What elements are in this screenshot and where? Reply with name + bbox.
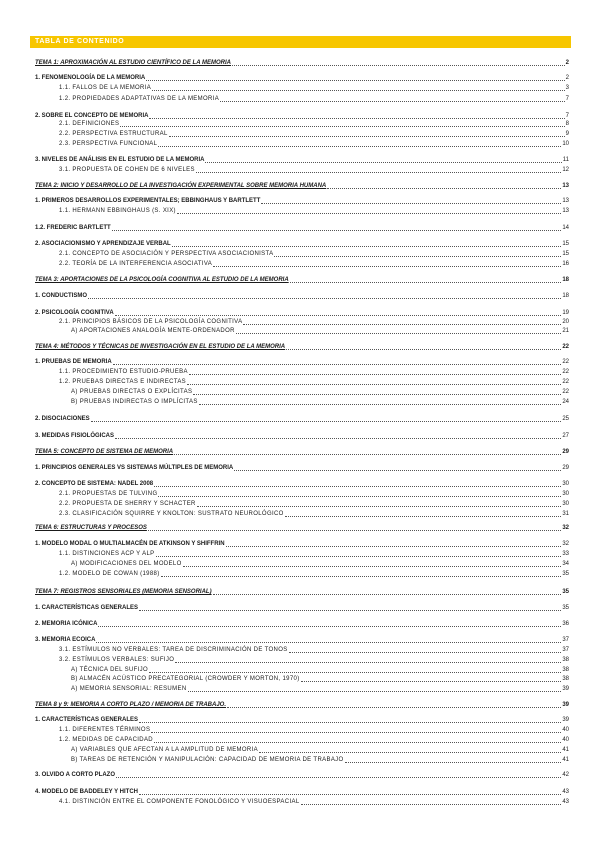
toc-entry[interactable]: [35, 462, 569, 472]
toc-entry[interactable]: [35, 769, 569, 779]
toc-entry-title: B) ALMACÉN ACÚSTICO PRECATEGORIAL (CROWDER Y MORTON, 1970): [71, 676, 300, 682]
toc-entry-page-number: 33: [562, 551, 569, 557]
toc-entry[interactable]: [35, 478, 569, 488]
toc-entry-title: A) APORTACIONES ANALOGÍA MENTE-ORDENADOR: [71, 328, 235, 334]
dot-leader: [227, 706, 561, 708]
toc-entry-title: 1. PRINCIPIOS GENERALES VS SISTEMAS MÚLTIPLES DE MEMORIA: [35, 465, 234, 471]
dot-leader: [213, 265, 561, 267]
toc-entry-title: 3.1. PROPUESTA DE COHEN DE 6 NIVELES: [59, 167, 195, 173]
toc-entry-page-number: 38: [562, 667, 569, 673]
toc-entry-title: A) TÉCNICA DEL SUFIJO: [71, 667, 149, 673]
toc-entry-page-number: 11: [562, 157, 569, 163]
dot-leader: [183, 565, 562, 567]
toc-entry-page-number: 43: [562, 799, 569, 805]
dot-leader: [236, 332, 562, 334]
dot-leader: [327, 187, 561, 189]
toc-entry-title: 1. MODELO MODAL O MULTIALMACÉN DE ATKINSON Y SHIFFRIN: [35, 541, 225, 547]
toc-entry[interactable]: [35, 446, 569, 456]
toc-entry[interactable]: [35, 618, 569, 628]
dot-leader: [232, 64, 565, 66]
toc-entry-page-number: 39: [562, 686, 569, 692]
toc-entry-page-number: 13: [562, 198, 569, 204]
toc-entry[interactable]: [35, 538, 569, 548]
toc-entry-title: B) TAREAS DE RETENCIÓN Y MANIPULACIÓN: CAPACIDAD DE MEMORIA DE TRABAJO: [71, 757, 344, 763]
toc-entry[interactable]: [35, 180, 569, 190]
dot-leader: [301, 803, 562, 805]
toc-entry-title: TEMA 6: ESTRUCTURAS Y PROCESOS: [35, 525, 147, 531]
toc-entry[interactable]: [59, 376, 569, 386]
toc-entry-page-number: 42: [562, 772, 569, 778]
toc-entry-title: 1.1. PROCEDIMIENTO ESTUDIO-PRUEBA: [59, 369, 188, 375]
toc-entry-page-number: 8: [565, 121, 569, 127]
toc-entry-page-number: 38: [562, 676, 569, 682]
toc-entry-title: 2.3. PERSPECTIVA FUNCIONAL: [59, 141, 158, 147]
toc-entry-page-number: 29: [562, 449, 569, 455]
toc-entry[interactable]: [59, 82, 569, 92]
dot-leader: [120, 125, 564, 127]
dot-leader: [158, 145, 561, 147]
toc-entry[interactable]: [59, 508, 569, 518]
dot-leader: [156, 555, 562, 557]
toc-entry[interactable]: [59, 488, 569, 498]
toc-entry-page-number: 30: [562, 491, 569, 497]
dot-leader: [196, 171, 561, 173]
toc-entry[interactable]: [59, 568, 569, 578]
toc-entry-title: TEMA 4: MÉTODOS Y TÉCNICAS DE INVESTIGACIÓN EN EL ESTUDIO DE LA MEMORIA: [35, 344, 286, 350]
toc-entry-page-number: 27: [562, 433, 569, 439]
toc-entry-title: 4. MODELO DE BADDELEY Y HITCH: [35, 789, 139, 795]
toc-entry[interactable]: [59, 258, 569, 268]
dot-leader: [139, 609, 561, 611]
toc-entry-page-number: 41: [562, 747, 569, 753]
toc-entry[interactable]: [35, 786, 569, 796]
toc-entry-title: 2.3. CLASIFICACIÓN SQUIRRE Y KNOLTON: SUSTRATO NEUROLÓGICO: [59, 511, 284, 517]
toc-entry-title: 1.1. HERMANN EBBINGHAUS (S. XIX): [59, 208, 176, 214]
toc-entry[interactable]: [35, 413, 569, 423]
toc-entry-page-number: 18: [562, 277, 569, 283]
toc-entry-title: 2.1. PROPUESTAS DE TULVING: [59, 491, 158, 497]
dot-leader: [234, 469, 561, 471]
dot-leader: [274, 255, 561, 257]
toc-entry-title: 2.2. TEORÍA DE LA INTERFERENCIA ASOCIATIVA: [59, 261, 213, 267]
toc-entry[interactable]: [35, 699, 569, 709]
dot-leader: [115, 437, 561, 439]
toc-entry-page-number: 30: [562, 481, 569, 487]
toc-entry[interactable]: [71, 386, 569, 396]
dot-leader: [259, 751, 561, 753]
toc-entry-page-number: 16: [562, 261, 569, 267]
toc-entry[interactable]: [35, 586, 569, 596]
toc-entry[interactable]: [59, 734, 569, 744]
toc-entry-title: 1.2. MEDIDAS DE CAPACIDAD: [59, 737, 153, 743]
toc-entry[interactable]: [59, 205, 569, 215]
toc-entry[interactable]: [59, 248, 569, 258]
toc-entry[interactable]: [71, 744, 569, 754]
toc-entry[interactable]: [35, 602, 569, 612]
toc-entry[interactable]: [35, 238, 569, 248]
toc-entry-page-number: 32: [562, 525, 569, 531]
dot-leader: [289, 651, 562, 653]
dot-leader: [88, 297, 561, 299]
toc-entry-page-number: 36: [562, 621, 569, 627]
toc-entry-page-number: 20: [562, 319, 569, 325]
dot-leader: [91, 420, 562, 422]
toc-entry[interactable]: [35, 195, 569, 205]
toc-entry-title: 3. MEMORIA ECOICA: [35, 637, 96, 643]
toc-entry-title: 2. DISOCIACIONES: [35, 416, 90, 422]
dot-leader: [139, 721, 561, 723]
toc-entry[interactable]: [59, 724, 569, 734]
toc-entry-title: TEMA 1: APROXIMACIÓN AL ESTUDIO CIENTÍFICO DE LA MEMORIA: [35, 60, 232, 66]
toc-entry-page-number: 37: [562, 647, 569, 653]
toc-entry[interactable]: [71, 673, 569, 683]
toc-entry[interactable]: [71, 396, 569, 406]
toc-entry-title: 1.1. DISTINCIONES ACP Y ALP: [59, 551, 155, 557]
toc-entry[interactable]: [59, 548, 569, 558]
dot-leader: [152, 89, 565, 91]
toc-entry[interactable]: [71, 325, 569, 335]
toc-entry-title: 2.1. DEFINICIONES: [59, 121, 120, 127]
dot-leader: [174, 453, 561, 455]
toc-entry[interactable]: [71, 683, 569, 693]
toc-entry[interactable]: [59, 654, 569, 664]
toc-entry-page-number: 21: [562, 328, 569, 334]
toc-entry-page-number: 10: [562, 141, 569, 147]
toc-entry-page-number: 12: [562, 167, 569, 173]
toc-entry-page-number: 22: [562, 344, 569, 350]
dot-leader: [98, 625, 561, 627]
toc-entry-page-number: 35: [562, 589, 569, 595]
toc-entry-page-number: 3: [565, 85, 569, 91]
toc-title: TABLA DE CONTENIDO: [35, 38, 125, 45]
dot-leader: [187, 383, 561, 385]
toc-entry-page-number: 18: [562, 293, 569, 299]
toc-entry-page-number: 22: [562, 379, 569, 385]
toc-entry[interactable]: [35, 154, 569, 164]
toc-entry-title: 1.1. FALLOS DE LA MEMORIA: [59, 85, 152, 91]
toc-entry-page-number: 7: [565, 96, 569, 102]
toc-entry[interactable]: [59, 128, 569, 138]
toc-entry-title: A) PRUEBAS DIRECTAS O EXPLÍCITAS: [71, 389, 193, 395]
dot-leader: [161, 575, 562, 577]
toc-entry[interactable]: [59, 164, 569, 174]
toc-entry-title: 1. FENOMENOLOGÍA DE LA MEMORIA: [35, 75, 146, 81]
dot-leader: [197, 505, 562, 507]
toc-entry[interactable]: [59, 138, 569, 148]
toc-entry-title: 1.2. FREDERIC BARTLETT: [35, 225, 111, 231]
toc-entry-page-number: 39: [562, 702, 569, 708]
toc-entry[interactable]: [59, 118, 569, 128]
toc-entry[interactable]: [59, 366, 569, 376]
toc-entry-title: 3. NIVELES DE ANÁLISIS EN EL ESTUDIO DE LA MEMORIA: [35, 157, 205, 163]
dot-leader: [96, 641, 561, 643]
dot-leader: [154, 485, 561, 487]
toc-entry-page-number: 22: [562, 369, 569, 375]
toc-entry-title: 4.1. DISTINCIÓN ENTRE EL COMPONENTE FONOLÓGICO Y VISUOESPACIAL: [59, 799, 300, 805]
toc-entry-title: 1.2. MODELO DE COWAN (1988): [59, 571, 160, 577]
toc-entry-title: 2.2. PERSPECTIVA ESTRUCTURAL: [59, 131, 168, 137]
toc-entry-page-number: 14: [562, 225, 569, 231]
toc-entry-page-number: 22: [562, 359, 569, 365]
toc-entry[interactable]: [71, 754, 569, 764]
dot-leader: [199, 403, 562, 405]
toc-entry-title: 3. MEDIDAS FISIOLÓGICAS: [35, 433, 115, 439]
toc-entry-title: 1.1. DIFERENTES TÉRMINOS: [59, 727, 151, 733]
toc-entry-title: 3. OLVIDO A CORTO PLAZO: [35, 772, 116, 778]
toc-entry-page-number: 9: [565, 131, 569, 137]
toc-entry[interactable]: [35, 222, 569, 232]
toc-entry-page-number: 34: [562, 561, 569, 567]
dot-leader: [169, 135, 565, 137]
dot-leader: [177, 212, 561, 214]
toc-entry-page-number: 40: [562, 737, 569, 743]
dot-leader: [158, 495, 561, 497]
toc-entry[interactable]: [35, 274, 569, 284]
toc-entry-page-number: 29: [562, 465, 569, 471]
dot-leader: [261, 202, 561, 204]
toc-entry-title: 1. CONDUCTISMO: [35, 293, 88, 299]
toc-entry-page-number: 32: [562, 541, 569, 547]
toc-entry-title: A) VARIABLES QUE AFECTAN A LA AMPLITUD DE MEMORIA: [71, 747, 258, 753]
dot-leader: [301, 680, 562, 682]
dot-leader: [175, 661, 561, 663]
toc-entry-page-number: 15: [562, 251, 569, 257]
toc-entry-title: 2. PSICOLOGÍA COGNITIVA: [35, 310, 114, 316]
toc-entry[interactable]: [35, 430, 569, 440]
toc-entry-page-number: 31: [562, 511, 569, 517]
toc-entry-title: 2. MEMORIA ICÓNICA: [35, 621, 98, 627]
toc-entry[interactable]: [59, 796, 569, 806]
toc-entry-title: 2.1. PRINCIPIOS BÁSICOS DE LA PSICOLOGÍA COGNITIVA: [59, 319, 243, 325]
dot-leader: [220, 100, 565, 102]
toc-entry-page-number: 41: [562, 757, 569, 763]
toc-entry-page-number: 43: [562, 789, 569, 795]
dot-leader: [116, 776, 561, 778]
dot-leader: [285, 515, 562, 517]
toc-entry-title: 1. CARACTERÍSTICAS GENERALES: [35, 605, 139, 611]
dot-leader: [345, 761, 562, 763]
toc-entry[interactable]: [35, 714, 569, 724]
dot-leader: [148, 529, 561, 531]
toc-entry-page-number: 15: [562, 241, 569, 247]
toc-entry-title: 1.2. PRUEBAS DIRECTAS E INDIRECTAS: [59, 379, 187, 385]
toc-entry[interactable]: [35, 356, 569, 366]
toc-entry-title: TEMA 7: REGISTROS SENSORIALES (MEMORIA SENSORIAL): [35, 589, 212, 595]
toc-entry-page-number: 2: [565, 60, 569, 66]
toc-entry-page-number: 13: [562, 208, 569, 214]
toc-entry-title: 1.2. PROPIEDADES ADAPTATIVAS DE LA MEMORIA: [59, 96, 220, 102]
dot-leader: [226, 545, 562, 547]
toc-entry-title: 1. PRUEBAS DE MEMORIA: [35, 359, 112, 365]
toc-entry-title: 2.2. PROPUESTA DE SHERRY Y SCHACTER: [59, 501, 196, 507]
toc-entry[interactable]: [59, 498, 569, 508]
toc-entry-title: TEMA 8 y 9: MEMORIA A CORTO PLAZO / MEMORIA DE TRABAJO.: [35, 702, 227, 708]
toc-entry-page-number: 25: [562, 416, 569, 422]
toc-entry-title: 1. CARACTERÍSTICAS GENERALES: [35, 717, 139, 723]
dot-leader: [213, 593, 562, 595]
toc-entry[interactable]: [35, 341, 569, 351]
toc-entry-title: A) MODIFICACIONES DEL MODELO: [71, 561, 182, 567]
toc-entry-title: TEMA 5: CONCEPTO DE SISTEMA DE MEMORIA: [35, 449, 174, 455]
dot-leader: [154, 741, 561, 743]
dot-leader: [188, 690, 562, 692]
toc-entry-title: TEMA 3: APORTACIONES DE LA PSICOLOGÍA COGNITIVA AL ESTUDIO DE LA MEMORIA: [35, 277, 289, 283]
toc-entry-title: B) PRUEBAS INDIRECTAS O IMPLÍCITAS: [71, 399, 198, 405]
toc-entry[interactable]: [35, 634, 569, 644]
toc-entry-page-number: 38: [562, 657, 569, 663]
dot-leader: [139, 793, 561, 795]
dot-leader: [193, 393, 561, 395]
toc-entry-title: 3.2. ESTÍMULOS VERBALES: SUFIJO: [59, 657, 175, 663]
toc-entry-page-number: 39: [562, 717, 569, 723]
toc-entry-title: 3.1. ESTÍMULOS NO VERBALES: TAREA DE DISCRIMINACIÓN DE TONOS: [59, 647, 288, 653]
toc-entry-title: 2.1. CONCEPTO DE ASOCIACIÓN Y PERSPECTIVA ASOCIACIONISTA: [59, 251, 274, 257]
dot-leader: [189, 373, 562, 375]
toc-entry-page-number: 37: [562, 637, 569, 643]
dot-leader: [172, 245, 562, 247]
toc-entry[interactable]: [59, 93, 569, 103]
toc-entry-page-number: 13: [562, 183, 569, 189]
toc-entry-page-number: 24: [562, 399, 569, 405]
toc-entry-page-number: 30: [562, 501, 569, 507]
toc-entry-title: 1. PRIMEROS DESARROLLOS EXPERIMENTALES; EBBINGHAUS Y BARTLETT: [35, 198, 261, 204]
dot-leader: [205, 161, 561, 163]
dot-leader: [113, 363, 562, 365]
toc-entry-page-number: 7: [565, 113, 569, 119]
toc-entry-page-number: 40: [562, 727, 569, 733]
toc-entry-page-number: 22: [562, 389, 569, 395]
toc-entry-page-number: 35: [562, 571, 569, 577]
dot-leader: [286, 348, 561, 350]
toc-entry-title: 2. CONCEPTO DE SISTEMA: NADEL 2008: [35, 481, 154, 487]
toc-entry[interactable]: [59, 644, 569, 654]
toc-entry-title: 2. SOBRE EL CONCEPTO DE MEMORIA: [35, 113, 149, 119]
toc-entry-page-number: 35: [562, 605, 569, 611]
dot-leader: [112, 229, 562, 231]
toc-entry-page-number: 2: [565, 75, 569, 81]
dot-leader: [151, 731, 561, 733]
dot-leader: [290, 281, 562, 283]
toc-entry[interactable]: [35, 522, 569, 532]
dot-leader: [146, 79, 564, 81]
toc-entry-title: 2. ASOCIACIONISMO Y APRENDIZAJE VERBAL: [35, 241, 171, 247]
toc-entry[interactable]: [35, 57, 569, 67]
toc-entry-title: A) MEMORIA SENSORIAL: RESUMEN: [71, 686, 187, 692]
toc-entry[interactable]: [35, 72, 569, 82]
toc-entry[interactable]: [71, 558, 569, 568]
toc-entry-title: TEMA 2: INICIO Y DESARROLLO DE LA INVESTIGACIÓN EXPERIMENTAL SOBRE MEMORIA HUMANA: [35, 183, 327, 189]
toc-entry-page-number: 19: [562, 310, 569, 316]
toc-entry[interactable]: [35, 290, 569, 300]
